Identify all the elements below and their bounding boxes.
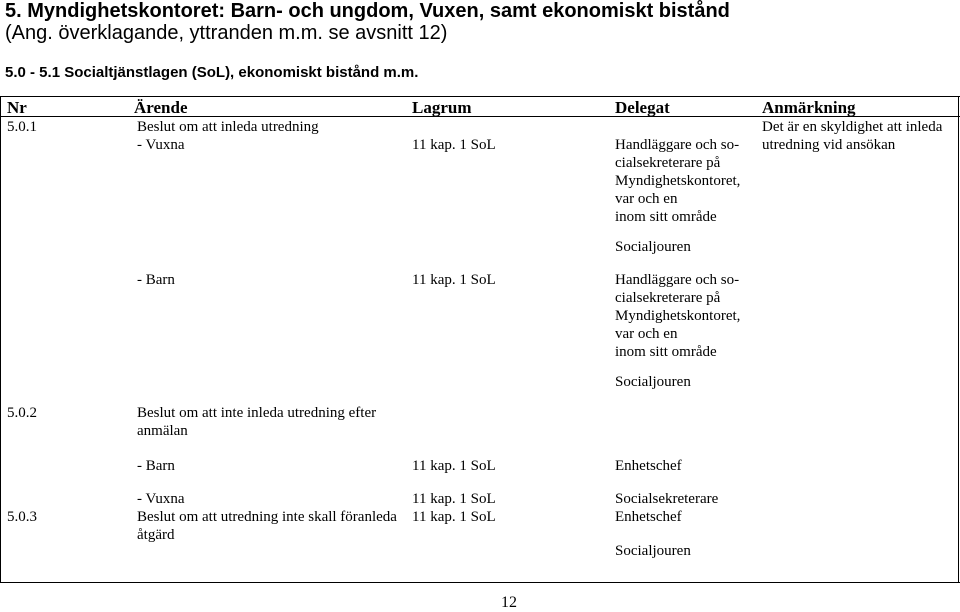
row-arende: Beslut om att inte inleda utredning efter — [137, 405, 377, 421]
row-delegat: inom sitt område — [615, 344, 717, 360]
sub-item-label: - Vuxna — [137, 137, 185, 153]
section-title: 5. Myndighetskontoret: Barn- och ungdom, Vuxen, samt ekonomiskt bistånd — [5, 0, 730, 22]
row-delegat: Handläggare och so- — [615, 272, 740, 288]
sub-item-label: - Barn — [137, 458, 175, 474]
row-lagrum: 11 kap. 1 SoL — [412, 137, 496, 153]
header-delegat: Delegat — [615, 98, 670, 117]
row-delegat: Myndighetskontoret, — [615, 308, 741, 324]
row-delegat: cialsekreterare på — [615, 290, 721, 306]
table-left-border — [0, 96, 1, 583]
subsection-title: 5.0 - 5.1 Socialtjänstlagen (SoL), ekonomiskt bistånd m.m. — [5, 64, 419, 81]
row-delegat: Enhetschef — [615, 509, 682, 525]
header-nr: Nr — [7, 98, 27, 117]
sub-item-label: - Vuxna — [137, 491, 185, 507]
row-anmarkning: Det är en skyldighet att inleda — [762, 119, 943, 135]
row-delegat: Enhetschef — [615, 458, 682, 474]
section-note: (Ang. överklagande, yttranden m.m. se avsnitt 12) — [5, 22, 448, 44]
row-lagrum: 11 kap. 1 SoL — [412, 272, 496, 288]
row-nr: 5.0.3 — [7, 509, 37, 525]
row-delegat: Myndighetskontoret, — [615, 173, 741, 189]
row-lagrum: 11 kap. 1 SoL — [412, 509, 496, 525]
row-delegat: inom sitt område — [615, 209, 717, 225]
row-delegat: Handläggare och so- — [615, 137, 740, 153]
table-bottom-rule — [0, 582, 960, 583]
row-delegat: Socialjouren — [615, 239, 691, 255]
header-anmarkning: Anmärkning — [762, 98, 856, 117]
row-arende: Beslut om att inleda utredning — [137, 119, 319, 135]
row-delegat: Socialjouren — [615, 374, 691, 390]
sub-item-label: - Barn — [137, 272, 175, 288]
header-lagrum: Lagrum — [412, 98, 472, 117]
table-right-border — [958, 96, 959, 583]
row-nr: 5.0.1 — [7, 119, 37, 135]
row-delegat: var och en — [615, 326, 678, 342]
row-delegat: cialsekreterare på — [615, 155, 721, 171]
row-anmarkning: utredning vid ansökan — [762, 137, 896, 153]
row-arende: anmälan — [137, 423, 188, 439]
header-arende: Ärende — [134, 98, 188, 117]
row-delegat: var och en — [615, 191, 678, 207]
row-arende: Beslut om att utredning inte skall föranleda — [137, 509, 397, 525]
row-lagrum: 11 kap. 1 SoL — [412, 458, 496, 474]
row-arende: åtgärd — [137, 527, 175, 543]
row-nr: 5.0.2 — [7, 405, 37, 421]
page-number: 12 — [501, 594, 517, 611]
table-top-rule — [0, 96, 960, 97]
row-delegat: Socialjouren — [615, 543, 691, 559]
row-delegat: Socialsekreterare — [615, 491, 719, 507]
row-lagrum: 11 kap. 1 SoL — [412, 491, 496, 507]
